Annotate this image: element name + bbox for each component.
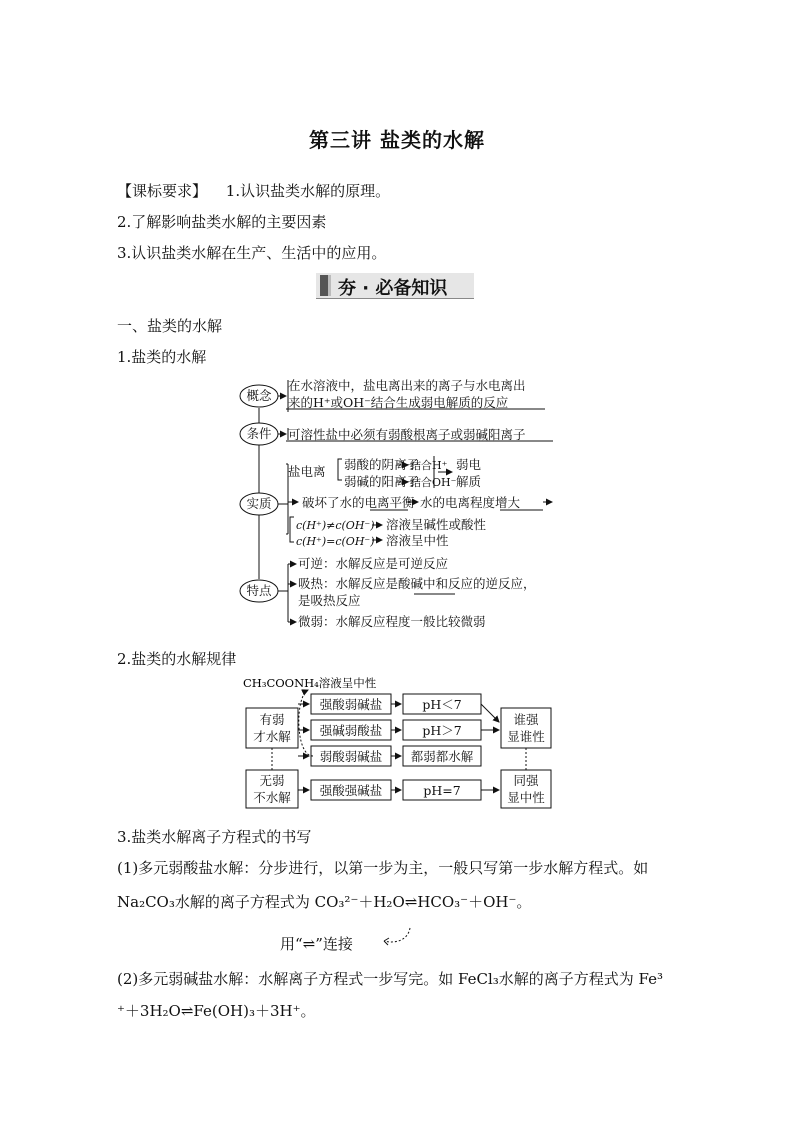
banner-text: 夯 · 必备知识	[338, 278, 448, 299]
requirements-tag: 【课标要求】	[117, 182, 208, 200]
right-top-2: 显谁性	[507, 729, 545, 744]
section-banner	[316, 273, 474, 299]
weak-cation: 弱碱的阳离子	[344, 474, 420, 489]
weak-electrolyte-1: 弱电	[456, 457, 482, 472]
ph-1: pH＜7	[422, 697, 462, 712]
bind-oh: 结合OH⁻	[410, 476, 457, 489]
right-bot-1: 同强	[513, 773, 539, 788]
feature-2a: 吸热：水解反应是酸碱中和反应的逆反应，	[298, 576, 536, 591]
paragraph-1-line-1: (1)多元弱酸盐水解：分步进行，以第一步为主，一般只写第一步水解方程式。如	[117, 859, 649, 877]
salt-type-2: 强碱弱酸盐	[319, 723, 383, 738]
ionization-increase: 水的电离程度增大	[420, 495, 521, 510]
condition-text: 可溶性盐中必须有弱酸根离子或弱碱阳离子	[288, 427, 526, 442]
curved-arrow-icon	[378, 926, 414, 948]
requirement-item-1: 1.认识盐类水解的原理。	[225, 182, 391, 200]
subsection-heading-1: 1.盐类的水解	[117, 348, 207, 366]
break-equilibrium: 破坏了水的电离平衡	[302, 495, 415, 510]
right-top-1: 谁强	[513, 712, 539, 727]
neq-condition: c(H⁺)≠c(OH⁻)	[296, 519, 375, 532]
concept-label: 概念	[246, 388, 272, 403]
right-bot-2: 显中性	[507, 790, 545, 805]
ch3coonh4-note: CH₃COONH₄溶液呈中性	[243, 676, 377, 690]
feature-label: 特点	[246, 583, 272, 598]
subsection-heading-2: 2.盐类的水解规律	[117, 650, 237, 668]
left-top-1: 有弱	[259, 712, 285, 727]
salt-type-1: 强酸弱碱盐	[319, 697, 383, 712]
paragraph-2-line-2: ⁺＋3H₂O⇌Fe(OH)₃＋3H⁺。	[117, 1002, 316, 1020]
feature-2b: 是吸热反应	[298, 593, 361, 608]
concept-text-1: 在水溶液中，盐电离出来的离子与水电离出	[288, 378, 526, 393]
connect-note: 用“⇌”连接	[280, 935, 353, 953]
feature-1: 可逆：水解反应是可逆反应	[298, 556, 449, 571]
requirement-item-3: 3.认识盐类水解在生产、生活中的应用。	[117, 244, 387, 262]
neq-result: 溶液呈碱性或酸性	[386, 517, 487, 532]
essence-label: 实质	[246, 496, 272, 511]
salt-type-3: 弱酸弱碱盐	[319, 749, 383, 764]
weak-electrolyte-2: 解质	[456, 474, 482, 489]
ph-2: pH＞7	[422, 723, 462, 738]
weak-anion: 弱酸的阴离子	[344, 457, 420, 472]
paragraph-1-line-2: Na₂CO₃水解的离子方程式为 CO₃²⁻＋H₂O⇌HCO₃⁻＋OH⁻。	[117, 893, 532, 911]
left-bot-2: 不水解	[253, 790, 291, 805]
concept-text-2: 来的H⁺或OH⁻结合生成弱电解质的反应	[288, 395, 509, 410]
paragraph-2-line-1: (2)多元弱碱盐水解：水解离子方程式一步写完。如 FeCl₃水解的离子方程式为 Fe³	[117, 970, 664, 988]
hydrolysis-concept-diagram	[230, 372, 570, 637]
ph-4: pH=7	[423, 783, 461, 798]
ph-3: 都弱都水解	[410, 749, 474, 764]
subsection-heading-3: 3.盐类水解离子方程式的书写	[117, 828, 312, 846]
page-title: 第三讲 盐类的水解	[309, 128, 485, 152]
eq-condition: c(H⁺)=c(OH⁻)	[296, 535, 375, 548]
feature-3: 微弱：水解反应程度一般比较微弱	[298, 614, 486, 629]
salt-ionize: 盐电离	[288, 464, 326, 479]
requirements-line-1	[117, 180, 390, 201]
left-bot-1: 无弱	[259, 773, 285, 788]
condition-label: 条件	[246, 426, 272, 441]
hydrolysis-rules-diagram	[240, 674, 560, 810]
banner-bar	[320, 275, 331, 296]
eq-result: 溶液呈中性	[386, 533, 449, 548]
bind-h: 结合H⁺	[410, 459, 448, 472]
requirement-item-2: 2.了解影响盐类水解的主要因素	[117, 213, 327, 231]
section-heading: 一、盐类的水解	[117, 317, 223, 335]
salt-type-4: 强酸强碱盐	[319, 783, 383, 798]
left-top-2: 才水解	[253, 729, 291, 744]
